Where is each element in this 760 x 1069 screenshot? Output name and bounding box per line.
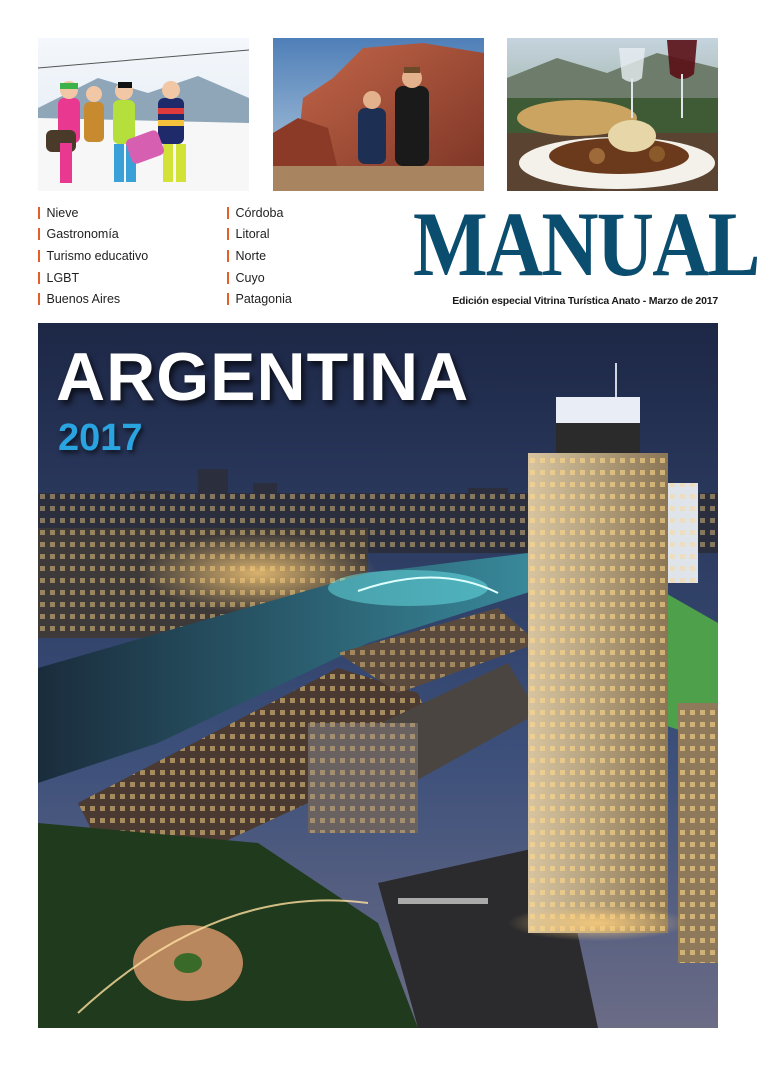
topic-item xyxy=(227,267,292,289)
topic-divider xyxy=(38,207,40,219)
topic-item xyxy=(227,288,292,310)
topic-divider xyxy=(38,293,40,305)
topic-item xyxy=(38,245,148,267)
topic-item xyxy=(227,202,292,224)
canyon-travelers-photo xyxy=(273,38,484,191)
topic-label: Patagonia xyxy=(235,292,292,307)
topic-label: Norte xyxy=(235,248,267,263)
topic-divider xyxy=(38,250,40,262)
edition-line: Edición especial Vitrina Turística Anato - Marzo de 2017 xyxy=(452,295,718,307)
topic-label: Nieve xyxy=(46,205,79,220)
topics-list-right xyxy=(227,202,292,310)
topic-divider xyxy=(38,272,40,284)
topic-item xyxy=(227,245,292,267)
cover-title: ARGENTINA xyxy=(56,339,470,415)
topic-divider xyxy=(227,250,229,262)
topic-item xyxy=(38,267,148,289)
topic-item xyxy=(38,224,148,246)
topic-label: Córdoba xyxy=(235,205,284,220)
cover-year: 2017 xyxy=(58,417,143,459)
cover-city-photo xyxy=(38,323,718,1028)
topic-divider xyxy=(227,228,229,240)
topic-divider xyxy=(227,207,229,219)
topic-label: Cuyo xyxy=(235,270,265,285)
topic-divider xyxy=(227,272,229,284)
topic-label: Buenos Aires xyxy=(46,292,121,307)
masthead-title: MANUAL xyxy=(413,193,759,295)
snow-skiers-photo xyxy=(38,38,249,191)
topic-label: Turismo educativo xyxy=(46,248,149,263)
gourmet-dish-photo xyxy=(507,38,718,191)
topic-item xyxy=(38,288,148,310)
topic-divider xyxy=(38,228,40,240)
topic-item xyxy=(38,202,148,224)
topic-label: Litoral xyxy=(235,227,270,242)
topic-label: LGBT xyxy=(46,270,80,285)
topic-item xyxy=(227,224,292,246)
topics-list-left xyxy=(38,202,148,310)
topic-label: Gastronomía xyxy=(46,227,119,242)
topic-divider xyxy=(227,293,229,305)
